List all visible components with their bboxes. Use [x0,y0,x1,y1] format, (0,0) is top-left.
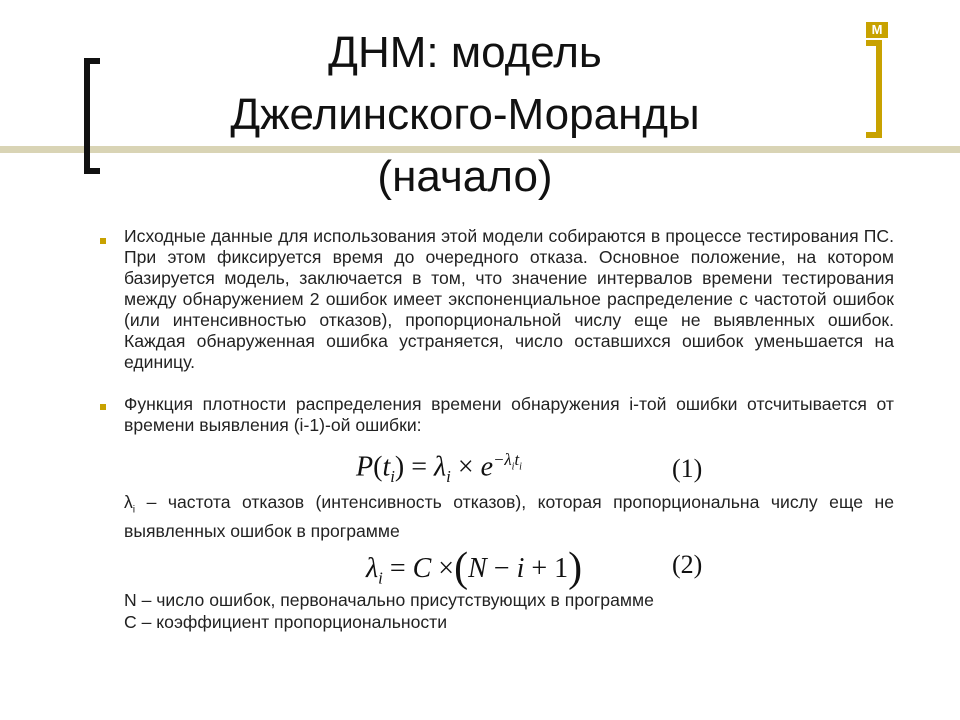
logo-icon: M [866,22,888,38]
definition-n: N – число ошибок, первоначально присутствующих в программе [124,590,654,610]
bullet-text-1: Исходные данные для использования этой модели собираются в процессе тестирования ПС. При этом фиксируется время до очередного отказа. Основное положение, на котором базируется модель, заключается в том, что значение интервалов времени тестирования между обнаружением 2 ошибок имеет экспоненциальное распределение с частотой ошибок (или интенсивностью отказов), пропорциональной числу еще не выявленных ошибок. Каждая обнаруженная ошибка устраняется, число оставшихся ошибок уменьшается на единицу. [124,226,894,372]
definition-c: C – коэффициент пропорциональности [124,612,448,632]
left-bracket-decoration [84,58,100,174]
bullet-marker-icon [100,238,106,244]
formula-1: $P(t_i) = \lambda_i \times e^{-\lambda_it_i}$ [356,450,522,486]
title-line-2: Джелинского-Моранды [230,90,700,139]
bullet-marker-icon [100,404,106,410]
title-line-1: ДНМ: модель [328,28,602,77]
equation-number-2: (2) [672,550,703,579]
formula-2: $\lambda_i = C \times(N - i + 1)$ [366,545,583,591]
equation-number-1: (1) [672,454,703,483]
bullet-text-2: Функция плотности распределения времени обнаружения i-той ошибки отсчитывается от времени выявления (i-1)-ой ошибки: [124,394,894,435]
slide-title [150,22,780,208]
title-line-3: (начало) [377,152,553,201]
right-bracket-decoration [866,40,882,138]
lambda-description: $\lambda_i$ – частота отказов (интенсивность отказов), которая пропорциональна числу еще не выявленных ошибок в программе [124,492,894,541]
